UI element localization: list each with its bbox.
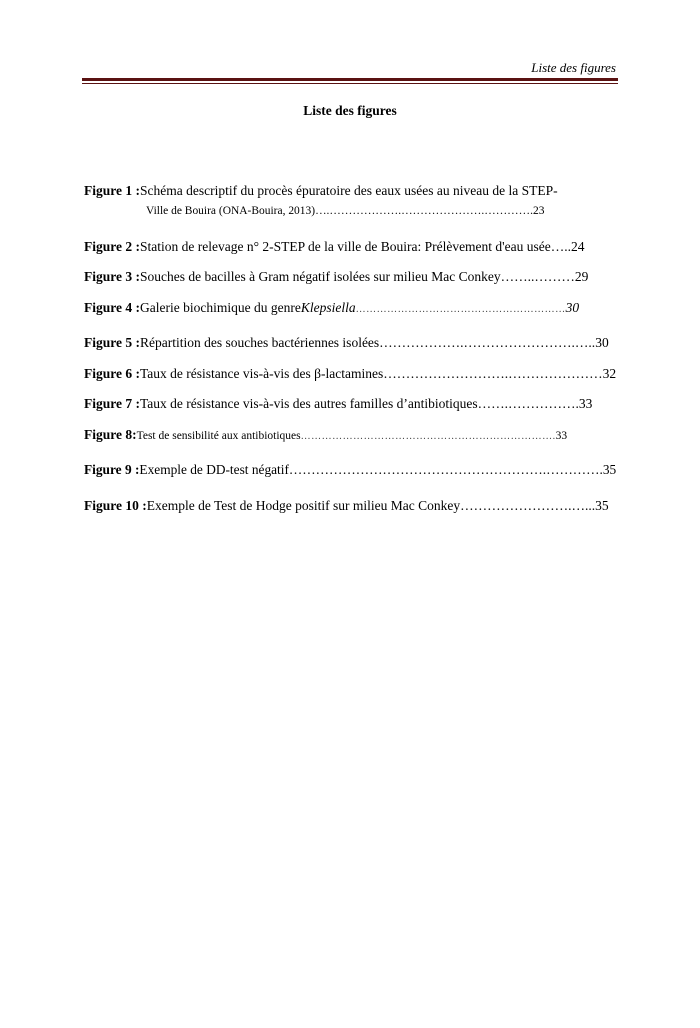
figure-page: 33 bbox=[578, 396, 593, 411]
figure-page: 35 bbox=[595, 498, 609, 513]
figure-page: 33 bbox=[555, 430, 568, 442]
figure-entry-2 bbox=[84, 237, 616, 257]
leader-dots: …………………………………………………… bbox=[355, 304, 566, 315]
figure-caption: Exemple de DD-test négatif………………………………………………….…………. bbox=[139, 462, 603, 477]
figure-entry-3 bbox=[84, 267, 616, 287]
figure-page: 30 bbox=[565, 300, 580, 315]
running-header-title: Liste des figures bbox=[531, 60, 616, 75]
page-title: Liste des figures bbox=[303, 103, 397, 118]
header-rule-thick bbox=[82, 78, 618, 81]
figure-caption: Taux de résistance vis-à-vis des β-lactamines……………………….………………… bbox=[140, 366, 603, 381]
figure-label: Figure 6 : bbox=[84, 366, 140, 381]
leader-dots: ………………………………………………………………. bbox=[300, 431, 556, 442]
figure-label: Figure 7 : bbox=[84, 396, 140, 411]
figure-caption: Galerie biochimique du genre bbox=[140, 300, 301, 315]
figure-entry-9 bbox=[84, 460, 616, 480]
figure-caption: Schéma descriptif du procès épuratoire des eaux usées au niveau de la STEP- bbox=[140, 183, 558, 198]
figure-label: Figure 10 : bbox=[84, 498, 147, 513]
figure-entry-5 bbox=[84, 333, 616, 353]
figure-caption: Station de relevage n° 2-STEP de la ville de Bouira: Prélèvement d'eau usée….. bbox=[140, 239, 571, 254]
figure-label: Figure 5 : bbox=[84, 335, 140, 350]
figure-page: 24 bbox=[570, 239, 585, 254]
figure-entry-8 bbox=[84, 425, 616, 447]
figure-caption-continued: Ville de Bouira (ONA-Bouira, 2013)….……………….………………….…………. bbox=[146, 205, 533, 217]
figure-label: Figure 2 : bbox=[84, 239, 140, 254]
figure-page: 35 bbox=[602, 462, 617, 477]
figure-label: Figure 9 : bbox=[84, 462, 140, 477]
figure-entry-4 bbox=[84, 298, 616, 320]
figure-label: Figure 4 : bbox=[84, 300, 140, 315]
figure-caption: Exemple de Test de Hodge positif sur milieu Mac Conkey…………………….…... bbox=[146, 498, 596, 513]
figure-page: 32 bbox=[602, 366, 617, 381]
figure-caption: Répartition des souches bactériennes isolées……………….…………………….….. bbox=[140, 335, 596, 350]
header-rule-thin bbox=[82, 83, 618, 84]
figure-label: Figure 1 : bbox=[84, 183, 140, 198]
figure-entry-6 bbox=[84, 364, 616, 384]
figure-page: 23 bbox=[532, 205, 545, 217]
figure-caption: Taux de résistance vis-à-vis des autres familles d’antibiotiques…….……………. bbox=[140, 396, 579, 411]
figure-entry-7 bbox=[84, 394, 616, 414]
figure-caption-italic: Klepsiella bbox=[300, 300, 356, 315]
figure-entry-10 bbox=[84, 496, 616, 516]
figure-entry-1 bbox=[84, 181, 616, 221]
figure-caption: Test de sensibilité aux antibiotiques bbox=[136, 430, 301, 442]
figure-label: Figure 3 : bbox=[84, 269, 140, 284]
figure-label: Figure 8: bbox=[84, 427, 137, 442]
figure-page: 30 bbox=[595, 335, 609, 350]
figure-page: 29 bbox=[574, 269, 589, 284]
figure-caption: Souches de bacilles à Gram négatif isolées sur milieu Mac Conkey……..……… bbox=[140, 269, 575, 284]
